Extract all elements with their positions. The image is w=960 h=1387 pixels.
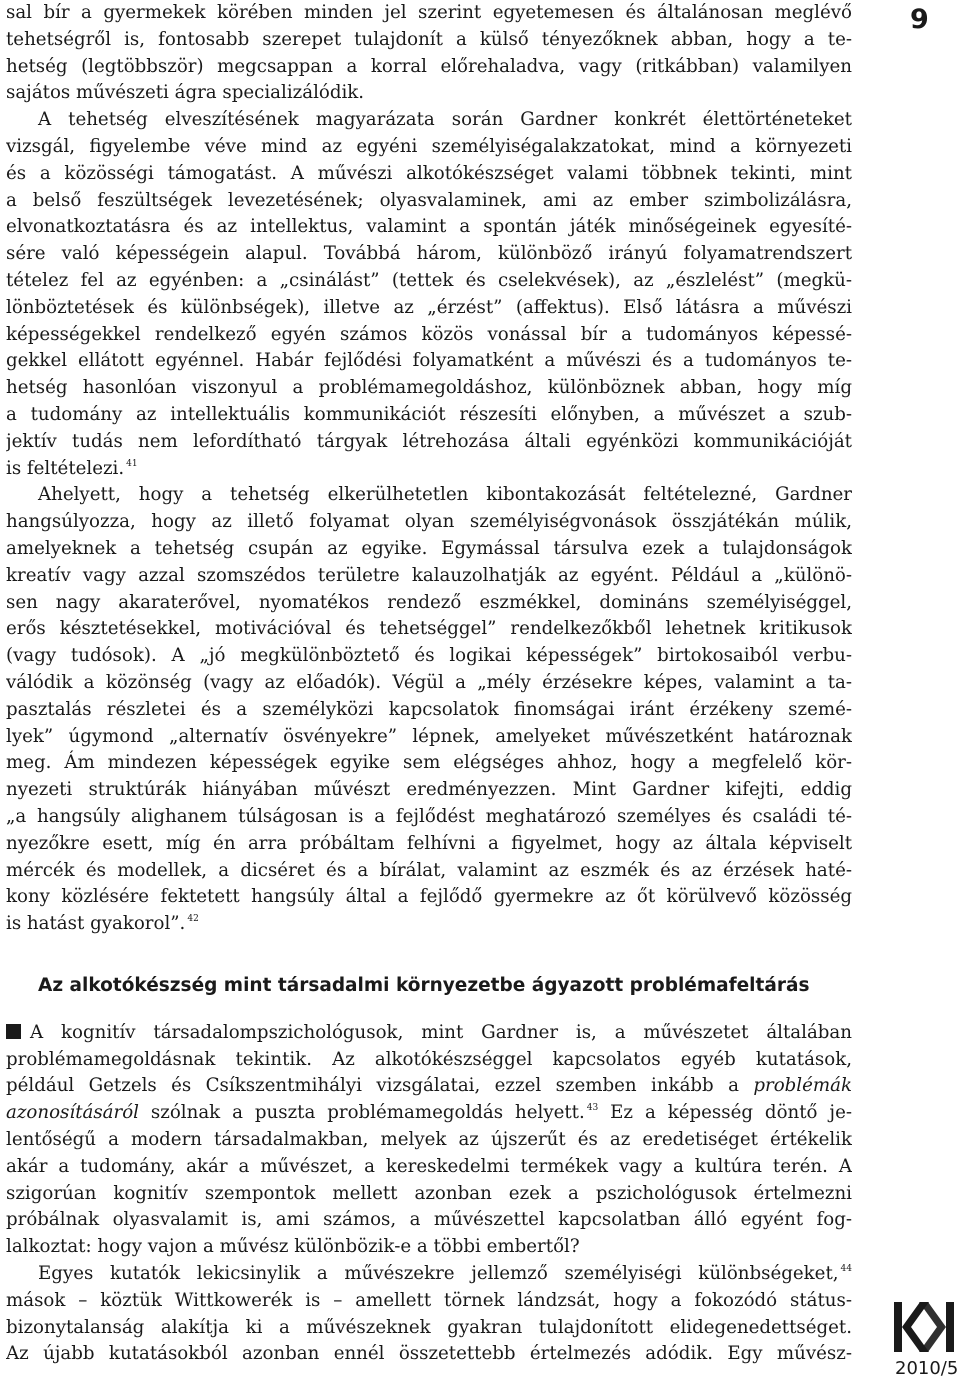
text-line: lalkoztat: hogy vajon a művész különbözik-e a többi embertől?	[6, 1236, 580, 1258]
section-marker-icon	[6, 1024, 21, 1039]
text-line: Ahelyett, hogy a tehetség elkerülhetetlen kibontakozását feltételezné, Gardner	[38, 484, 852, 506]
text-line	[6, 456, 852, 483]
text-line: tehetségről is, fontosabb szerepet tulajdonít a külső tényezőknek abban, hogy a te-	[6, 28, 852, 50]
text-line: pasztalás részletei és a személyközi kapcsolatok finomságai iránt érzékeny szemé-	[6, 698, 852, 720]
text-line-content: Egyes kutatók lekicsinylik a művészekre jellemző személyiségi különbségeket,	[38, 1263, 839, 1285]
text-line: a tudomány az intellektuális kommunikációt részesíti előnyben, a művészet a szub-	[6, 403, 852, 425]
text-line: kony közlésére fektetett hangsúly által a fejlődő gyermekre az őt körülvevő közösség	[6, 886, 852, 908]
text-line: szigorúan kognitív szempontok mellett azonban ezek a pszichológusok értelmezni	[6, 1182, 852, 1204]
text-line	[6, 1100, 852, 1127]
footnote-ref: 43	[586, 1103, 599, 1114]
text-line: sal bír a gyermekek körében minden jel szerint egyetemesen és általánosan meglévő	[6, 2, 852, 23]
text-line	[6, 1073, 852, 1100]
text-line: kreatív vagy azzal szomszédos területre kalauzolhatják az egyént. Például a „különö-	[6, 564, 852, 586]
text-line: sen nagy akaraterővel, nyomatékos rendező eszmékkel, domináns személyiséggel,	[6, 591, 852, 613]
text-line: sére való képességein alapul. Továbbá három, különböző irányú folyamatrendszert	[6, 243, 852, 265]
text-line: és a közösségi támogatást. A művészi alkotókészséget valami többnek tekinti, mint	[6, 162, 852, 184]
text-line: meg. Ám mindezen képességek egyike sem elégséges ahhoz, hogy a megfelelő kör-	[6, 752, 852, 774]
emphasis: problémák	[753, 1075, 852, 1097]
text-line: Az újabb kutatásokból azonban ennél összetettebb értelmezés adódik. Egy művész-	[6, 1343, 852, 1365]
text-line: nyezeti struktúrák hiányában művészt eredményezzen. Mint Gardner kifejti, eddig	[6, 779, 852, 801]
text-line: hetség (legtöbbször) megcsappan a korral előrehaladva, vagy (ritkábban) valamilyen	[6, 55, 852, 77]
page-number: 9	[910, 4, 929, 35]
text-line: lönböztetések és különbségek), illetve az „érzést” (affektus). Első látásra a művészi	[6, 296, 852, 318]
text-line: nyezőkre esett, míg én arra próbáltam felhívni a figyelmet, hogy az általa képviselt	[6, 832, 852, 854]
issue-label: 2010/5	[895, 1358, 959, 1379]
text-line	[6, 1020, 852, 1047]
text-line: elvonatkoztatásra és az intellektus, valamint a spontán játék minőségeinek egyesíté-	[6, 216, 852, 238]
text-line: (vagy tudósok). A „jó megkülönböztető és logikai képességek” birtokosaiból verbu-	[6, 645, 852, 667]
text-line-content: A kognitív társadalompszichológusok, mint Gardner is, a művészetet általában	[30, 1021, 852, 1043]
text-line-content: is feltételezi.	[6, 457, 125, 479]
text-line: problémamegoldásnak tekintik. Az alkotókészséggel kapcsolatos egyéb kutatások,	[6, 1048, 852, 1070]
emphasis: azonosításáról	[6, 1102, 139, 1124]
text-line: jektív tudás nem lefordítható tárgyak létrehozása általi egyénközi kommunikációját	[6, 430, 852, 452]
text-line: „a hangsúly alighanem túlságosan is a fejlődést meghatározó személyes és családi té-	[6, 805, 852, 827]
text-line	[6, 1261, 852, 1288]
text-line-content: is hatást gyakorol”.	[6, 913, 186, 935]
text-line: gekkel ellátott egyénnel. Habár fejlődési folyamatként a művészi és a tudományos te-	[6, 350, 852, 372]
text-line: lentőségű a modern társadalmakban, melyek az újszerűt és az eredetiséget értékelik	[6, 1129, 852, 1151]
footnote-ref: 41	[126, 458, 138, 469]
journal-logo	[892, 1300, 956, 1354]
text-line: sajátos művészeti ágra specializálódik.	[6, 82, 365, 104]
text-line: tételez fel az egyénben: a „csinálást” (tettek és cselekvések), az „észlelést” (megkü-	[6, 269, 852, 291]
body-text	[6, 0, 852, 1368]
text-line: válódik a közönség (vagy az előadók). Végül a „mély érzésekre képes, valamint a ta-	[6, 671, 852, 693]
text-line: hangsúlyozza, hogy az illető folyamat olyan személyiségvonások összjátékán múlik,	[6, 511, 852, 533]
text-line: A tehetség elveszítésének magyarázata során Gardner konkrét élettörténeteket	[38, 109, 852, 131]
text-line: próbálnak olyasvalamit is, ami számos, a művészettel kapcsolatban álló egyént fog-	[6, 1209, 852, 1231]
text-line: hetség hasonlóan viszonyul a problémamegoldáshoz, különböznek abban, hogy míg	[6, 377, 852, 399]
text-line: bizonytalanság alakítja ki a művészeknek gyakran tulajdonított elidegenedettséget.	[6, 1316, 852, 1338]
text-line: mások – köztük Wittkowerék is – amellett törnek lándzsát, hogy a fokozódó státus-	[6, 1289, 852, 1311]
text-line: vizsgál, figyelembe véve mind az egyéni személyiségalakzatokat, mind a környezeti	[6, 135, 852, 157]
text-line: képességekkel rendelkező egyén számos közös vonással bír a tudományos képessé-	[6, 323, 852, 345]
text-line: lyek” úgymond „alternatív ösvényekre” lépnek, amelyeket művészetként határoznak	[6, 725, 852, 747]
text-line: mércék és modellek, a dicséret és a bírálat, valamint az eszmék és az érzések haté-	[6, 859, 852, 881]
text-line: a belső feszültségek levezetésének; olyasvalaminek, ami az ember szimbolizálásra,	[6, 189, 852, 211]
text-line: akár a tudomány, akár a művészet, a kereskedelmi termékek vagy a kultúra terén. A	[6, 1155, 852, 1177]
footnote-ref: 42	[187, 914, 199, 925]
text-line: erős késztetésekkel, motivációval és tehetséggel” rendelkezőkből lehetnek kritikusok	[6, 618, 852, 640]
text-line	[6, 911, 852, 938]
section-heading: Az alkotókészség mint társadalmi környezetbe ágyazott problémafeltárás	[38, 974, 810, 996]
text-line-content: például Getzels és Csíkszentmihályi vizsgálatai, ezzel szemben inkább a	[6, 1075, 739, 1097]
text-line-content: szólnak a puszta problémamegoldás helyett.	[150, 1102, 585, 1124]
text-line-content: Ez a képesség döntő je-	[610, 1102, 852, 1124]
footnote-ref: 44	[840, 1264, 852, 1275]
text-line: amelyeknek a tehetség csupán az egyike. Egymással társulva ezek a tulajdonságok	[6, 537, 852, 559]
